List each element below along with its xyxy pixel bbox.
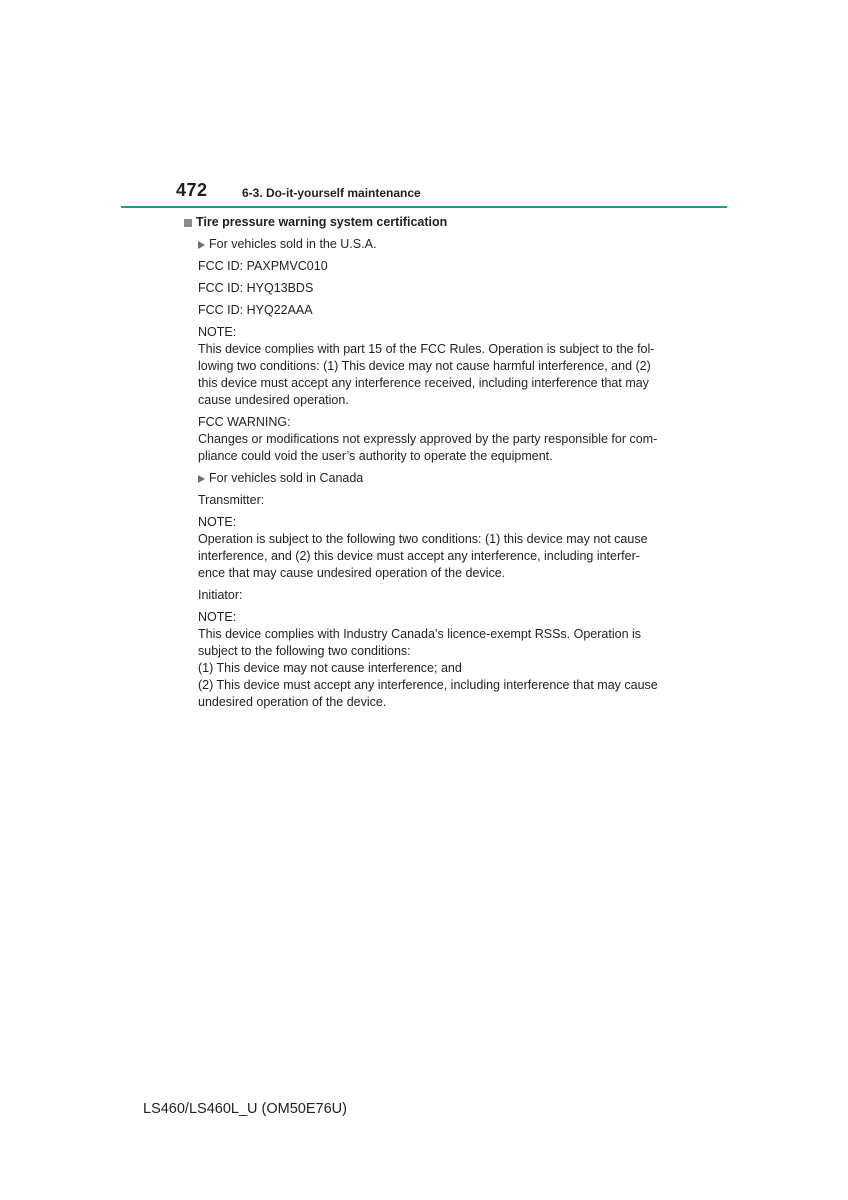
usa-note-label: NOTE:: [198, 325, 237, 339]
initiator-note-line: (2) This device must accept any interference, including interference that may cause: [198, 678, 658, 692]
footer-model: LS460/LS460L_U (OM50E76U): [143, 1101, 347, 1117]
usa-warning: [198, 414, 659, 465]
header-rule: [121, 206, 727, 208]
square-bullet-icon: [184, 219, 192, 227]
triangle-bullet-icon: [198, 241, 205, 249]
subheading-usa: [198, 236, 659, 253]
usa-warning-line: pliance could void the user’s authority to operate the equipment.: [198, 449, 553, 463]
subheading-canada-text: For vehicles sold in Canada: [209, 471, 364, 485]
transmitter-label: Transmitter:: [198, 493, 265, 507]
initiator-note-line: subject to the following two conditions:: [198, 644, 411, 658]
usa-note-line: cause undesired operation.: [198, 393, 349, 407]
content-body: [198, 214, 659, 716]
usa-note-line: this device must accept any interference received, including interference that may: [198, 376, 649, 390]
initiator-label: Initiator:: [198, 588, 243, 602]
usa-warning-line: Changes or modifications not expressly approved by the party responsible for com-: [198, 432, 658, 446]
transmitter-note-line: ence that may cause undesired operation of the device.: [198, 566, 506, 580]
transmitter-note-line: Operation is subject to the following two conditions: (1) this device may not cause: [198, 532, 648, 546]
initiator-note-line: undesired operation of the device.: [198, 695, 387, 709]
initiator-note-label: NOTE:: [198, 610, 237, 624]
triangle-bullet-icon: [198, 475, 205, 483]
usa-note-line: lowing two conditions: (1) This device may not cause harmful interference, and (2): [198, 359, 651, 373]
usa-note-line: This device complies with part 15 of the FCC Rules. Operation is subject to the fol-: [198, 342, 655, 356]
initiator-note-line: This device complies with Industry Canada’s licence-exempt RSSs. Operation is: [198, 627, 642, 641]
subheading-canada: [198, 470, 659, 487]
usa-warning-label: FCC WARNING:: [198, 415, 291, 429]
section-title: 6-3. Do-it-yourself maintenance: [242, 186, 421, 200]
fcc-id-2: FCC ID: HYQ13BDS: [198, 281, 314, 295]
usa-note: [198, 324, 659, 409]
heading-text: Tire pressure warning system certification: [196, 215, 448, 229]
fcc-id-1: FCC ID: PAXPMVC010: [198, 259, 328, 273]
initiator-note-line: (1) This device may not cause interference; and: [198, 661, 462, 675]
subheading-usa-text: For vehicles sold in the U.S.A.: [209, 237, 377, 251]
transmitter-note: [198, 514, 659, 582]
initiator-note: [198, 609, 659, 711]
section-heading: [184, 214, 645, 231]
transmitter-note-label: NOTE:: [198, 515, 237, 529]
page-number: 472: [176, 180, 208, 200]
fcc-id-3: FCC ID: HYQ22AAA: [198, 303, 313, 317]
transmitter-note-line: interference, and (2) this device must accept any interference, including interfer-: [198, 549, 640, 563]
